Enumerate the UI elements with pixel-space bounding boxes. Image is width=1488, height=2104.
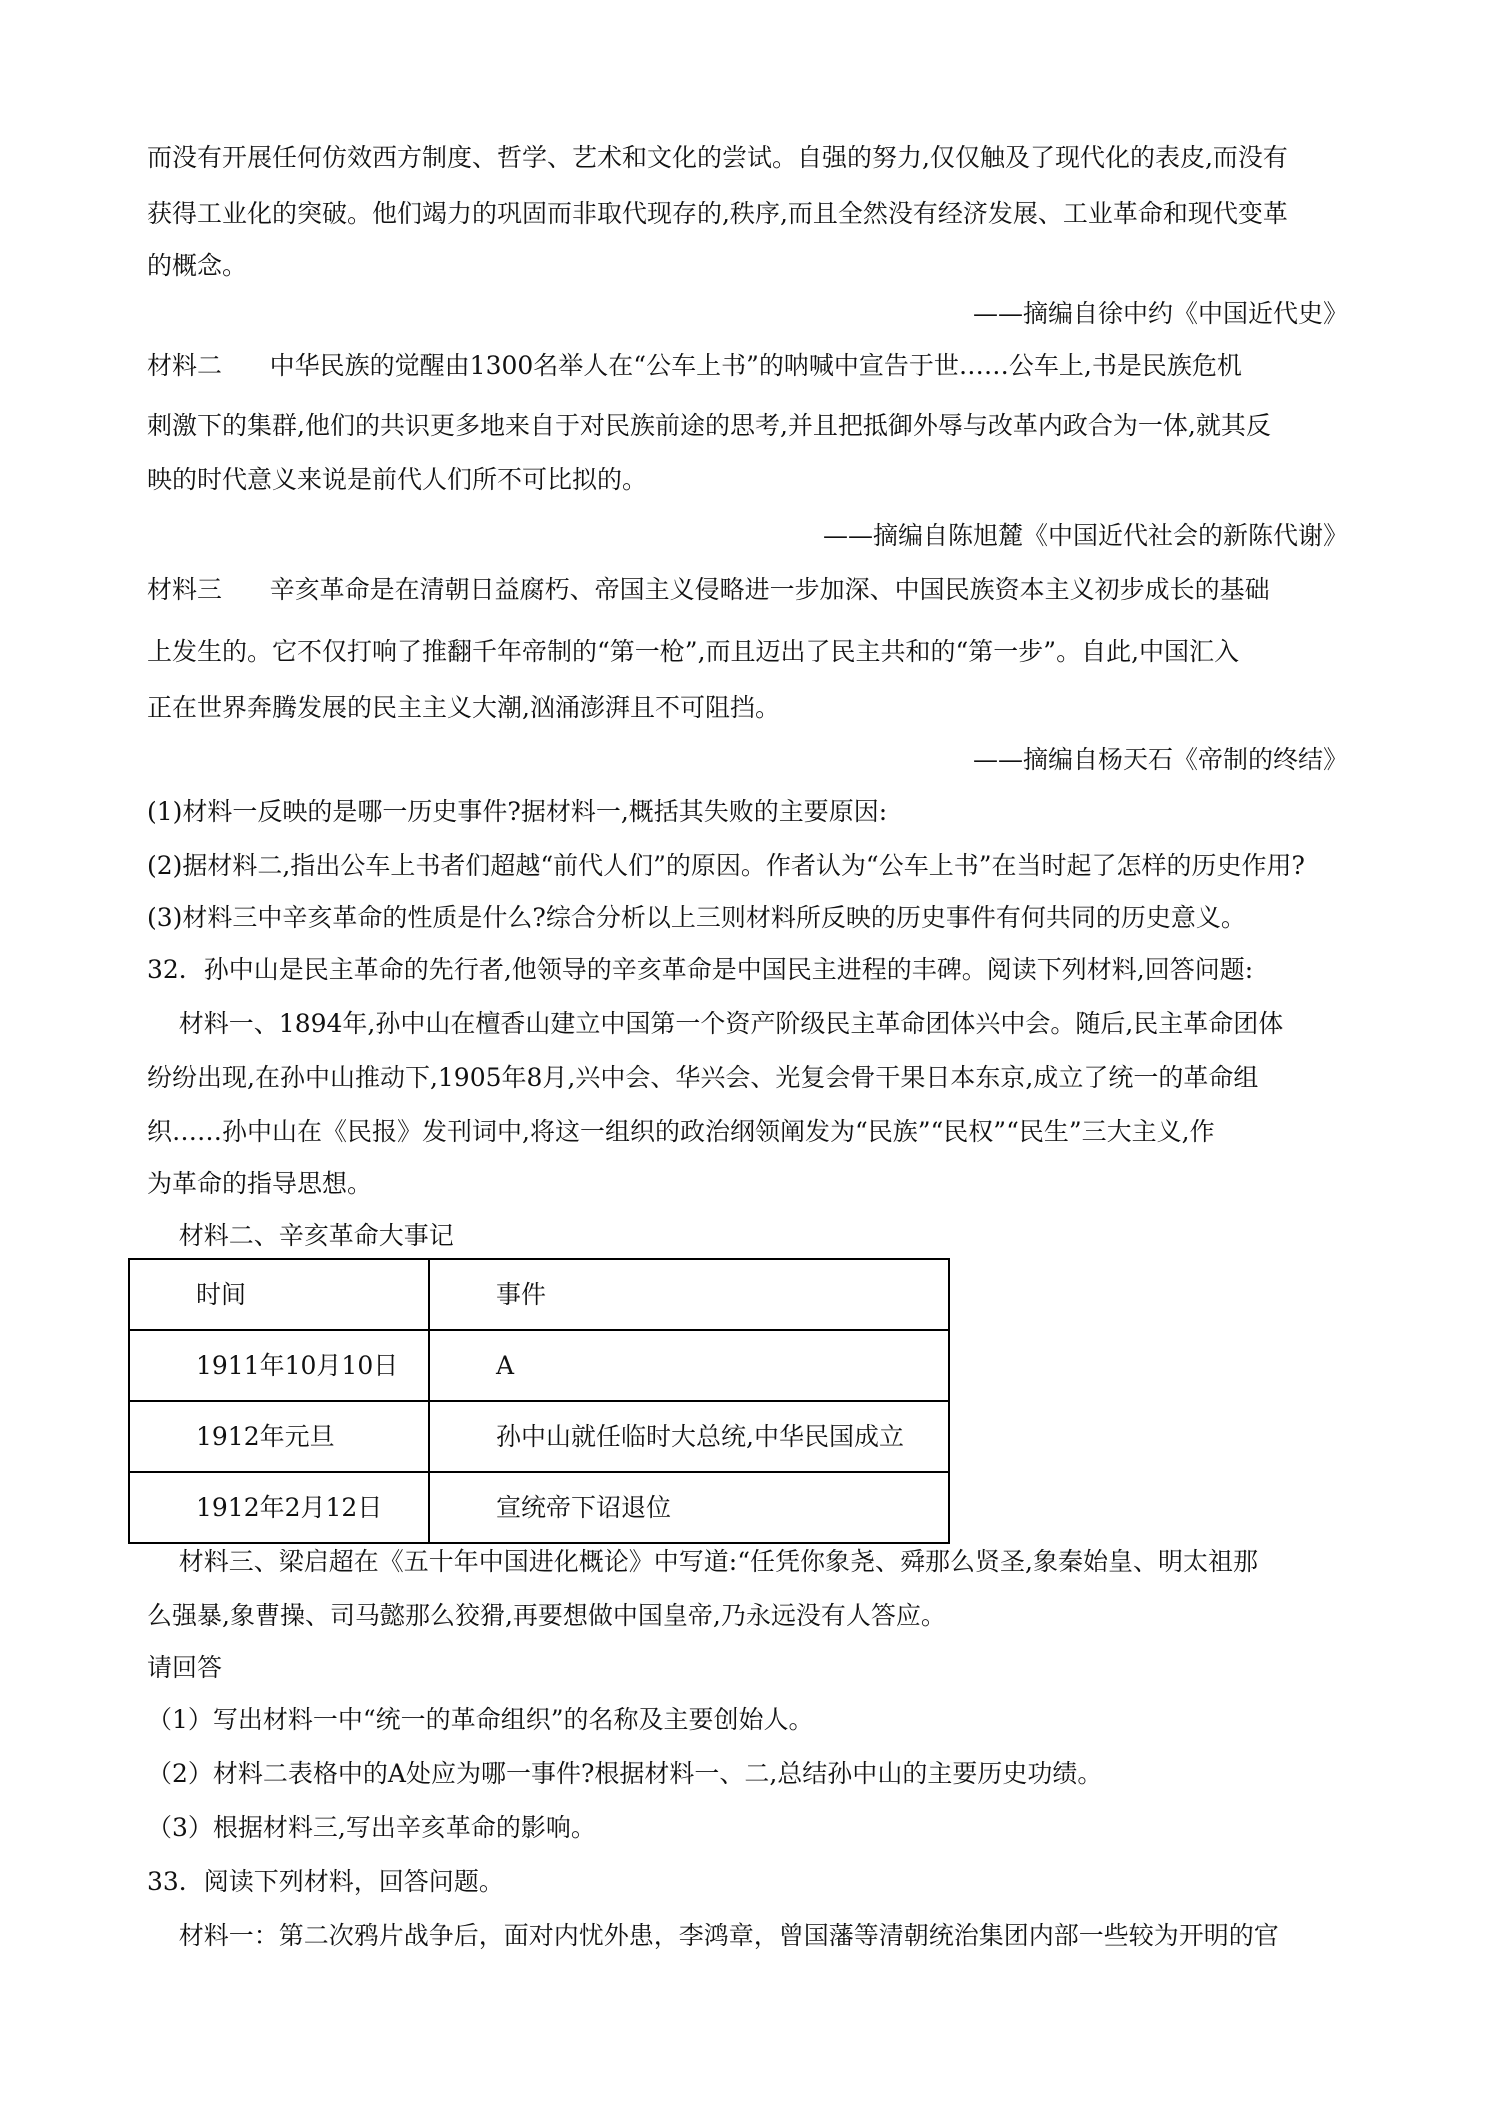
q32-material-3-line: 么强暴,象曹操、司马懿那么狡猾,再要想做中国皇帝,乃永远没有人答应。 — [147, 1601, 946, 1630]
table-cell: 1912年元旦 — [129, 1401, 429, 1472]
material-1-line: 的概念。 — [147, 251, 248, 280]
table-row — [129, 1330, 949, 1401]
q32-material-2-title: 材料二、辛亥革命大事记 — [147, 1221, 454, 1250]
please-answer-label: 请回答 — [147, 1653, 223, 1682]
q32-material-1-line: 织……孙中山在《民报》发刊词中,将这一组织的政治纲领阐发为“民族”“民权”“民生”三大主义,作 — [147, 1117, 1215, 1146]
events-table — [128, 1258, 950, 1544]
q32-material-1-line: 材料一、1894年,孙中山在檀香山建立中国第一个资产阶级民主革命团体兴中会。随后,民主革命团体 — [147, 1009, 1284, 1038]
table-row — [129, 1401, 949, 1472]
question-32-1: （1）写出材料一中“统一的革命组织”的名称及主要创始人。 — [147, 1705, 814, 1734]
q33-material-1-line: 材料一：第二次鸦片战争后，面对内忧外患，李鸿章，曾国藩等清朝统治集团内部一些较为开明的官 — [147, 1921, 1279, 1950]
table-cell: 宣统帝下诏退位 — [429, 1472, 949, 1543]
material-3-line: 正在世界奔腾发展的民主主义大潮,汹涌澎湃且不可阻挡。 — [147, 693, 780, 722]
question-32-2: （2）材料二表格中的A处应为哪一事件?根据材料一、二,总结孙中山的主要历史功绩。 — [147, 1759, 1103, 1788]
table-cell: 1912年2月12日 — [129, 1472, 429, 1543]
material-2-line: 材料二 中华民族的觉醒由1300名举人在“公车上书”的呐喊中宣告于世……公车上,书是民族危机 — [147, 351, 1242, 380]
material-3-line: 上发生的。它不仅打响了推翻千年帝制的“第一枪”,而且迈出了民主共和的“第一步”。自此,中国汇入 — [147, 637, 1240, 666]
table-header-row — [129, 1259, 949, 1330]
question-33-title: 33．阅读下列材料，回答问题。 — [147, 1867, 504, 1896]
q32-material-1-line: 为革命的指导思想。 — [147, 1169, 373, 1198]
material-2-line: 映的时代意义来说是前代人们所不可比拟的。 — [147, 465, 648, 494]
question-32-title: 32．孙中山是民主革命的先行者,他领导的辛亥革命是中国民主进程的丰碑。阅读下列材料,回答问题: — [147, 955, 1254, 984]
table-cell: 1911年10月10日 — [129, 1330, 429, 1401]
table-row — [129, 1472, 949, 1543]
source-citation-3: ——摘编自杨天石《帝制的终结》 — [972, 745, 1348, 774]
q32-material-3-line: 材料三、梁启超在《五十年中国进化概论》中写道:“任凭你象尧、舜那么贤圣,象秦始皇、明太祖那 — [147, 1547, 1258, 1576]
material-1-line: 而没有开展任何仿效西方制度、哲学、艺术和文化的尝试。自强的努力,仅仅触及了现代化的表皮,而没有 — [147, 143, 1288, 172]
table-cell: 孙中山就任临时大总统,中华民国成立 — [429, 1401, 949, 1472]
source-citation-2: ——摘编自陈旭麓《中国近代社会的新陈代谢》 — [822, 521, 1348, 550]
table-header-cell: 时间 — [129, 1259, 429, 1330]
table-header-cell: 事件 — [429, 1259, 949, 1330]
source-citation-1: ——摘编自徐中约《中国近代史》 — [972, 299, 1348, 328]
question-31-3: (3)材料三中辛亥革命的性质是什么?综合分析以上三则材料所反映的历史事件有何共同的历史意义。 — [147, 903, 1246, 932]
question-32-3: （3）根据材料三,写出辛亥革命的影响。 — [147, 1813, 596, 1842]
material-1-line: 获得工业化的突破。他们竭力的巩固而非取代现存的,秩序,而且全然没有经济发展、工业革命和现代变革 — [147, 199, 1288, 228]
table-cell: A — [429, 1330, 949, 1401]
material-3-line: 材料三 辛亥革命是在清朝日益腐朽、帝国主义侵略进一步加深、中国民族资本主义初步成长的基础 — [147, 575, 1270, 604]
material-2-line: 刺激下的集群,他们的共识更多地来自于对民族前途的思考,并且把抵御外辱与改革内政合为一体,就其反 — [147, 411, 1271, 440]
q32-material-1-line: 纷纷出现,在孙中山推动下,1905年8月,兴中会、华兴会、光复会骨干果日本东京,成立了统一的革命组 — [147, 1063, 1259, 1092]
question-31-1: (1)材料一反映的是哪一历史事件?据材料一,概括其失败的主要原因: — [147, 797, 888, 826]
question-31-2: (2)据材料二,指出公车上书者们超越“前代人们”的原因。作者认为“公车上书”在当时起了怎样的历史作用? — [147, 851, 1305, 880]
